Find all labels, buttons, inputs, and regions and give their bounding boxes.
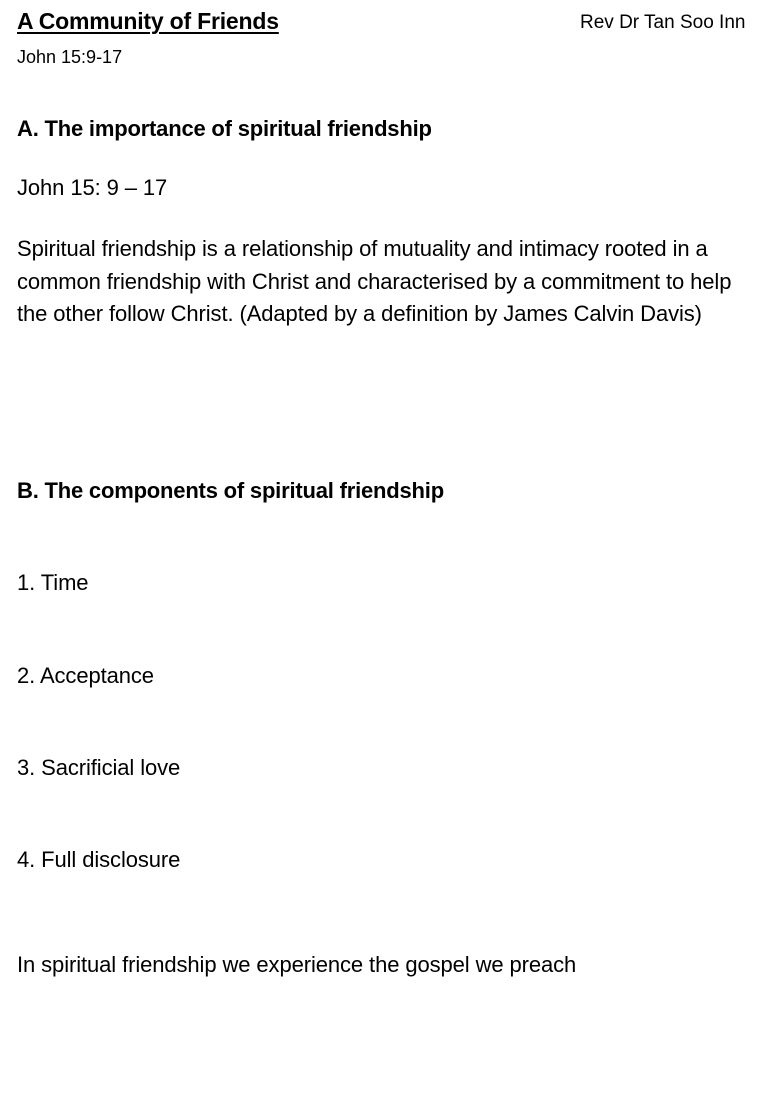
scripture-reference: John 15:9-17 xyxy=(17,47,123,67)
author-name: Rev Dr Tan Soo Inn xyxy=(580,12,746,33)
component-item-acceptance: 2. Acceptance xyxy=(17,663,154,688)
section-a-verse: John 15: 9 – 17 xyxy=(17,175,168,200)
component-item-sacrificial-love: 3. Sacrificial love xyxy=(17,755,181,780)
section-b-heading: B. The components of spiritual friendship xyxy=(17,478,444,503)
spiritual-friendship-definition: Spiritual friendship is a relationship of mutuality and intimacy rooted in a common friendship with Christ and characterised by a commitment to help the other follow Christ. (Adapted by a definition by James Calvin Davis) xyxy=(17,236,732,326)
document-title: A Community of Friends xyxy=(17,8,279,34)
section-a-heading: A. The importance of spiritual friendship xyxy=(17,116,432,141)
component-item-time: 1. Time xyxy=(17,570,89,595)
component-item-full-disclosure: 4. Full disclosure xyxy=(17,847,181,872)
closing-statement: In spiritual friendship we experience the gospel we preach xyxy=(17,952,577,977)
